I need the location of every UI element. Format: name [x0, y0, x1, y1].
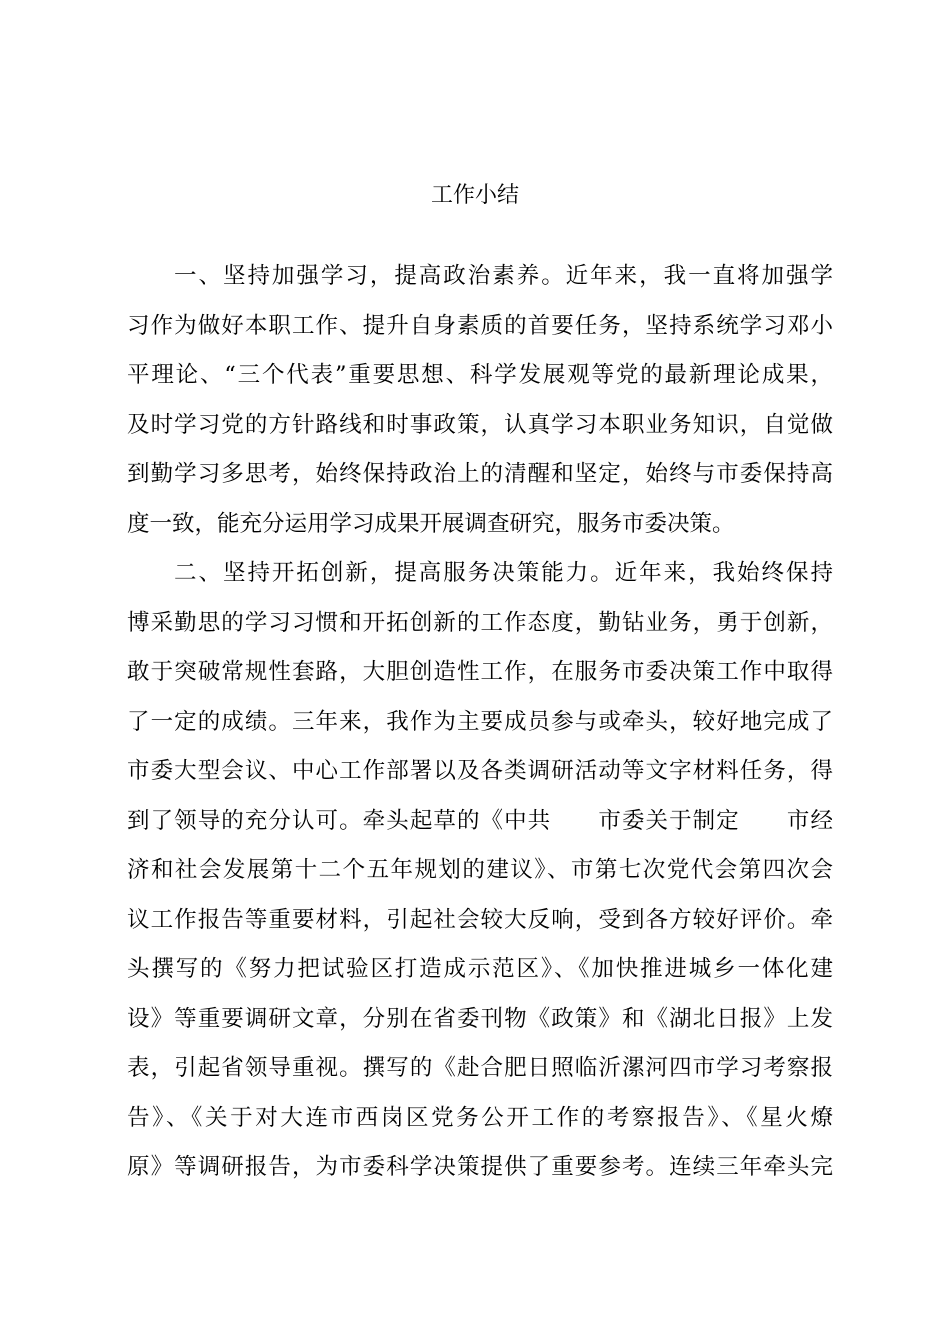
paragraph-2-line-5: 市委大型会议、中心工作部署以及各类调研活动等文字材料任务，得	[127, 758, 833, 784]
paragraph-2-line-12: 告》、《关于对大连市西岗区党务公开工作的考察报告》、《星火燎	[127, 1104, 833, 1131]
paragraph-2-line-8: 议工作报告等重要材料，引起社会较大反响，受到各方较好评价。牵	[127, 906, 833, 933]
paragraph-1-line-3: 平理论、“三个代表”重要思想、科学发展观等党的最新理论成果，	[127, 362, 833, 388]
paragraph-2-line-4: 了一定的成绩。三年来，我作为主要成员参与或牵头，较好地完成了	[127, 708, 833, 735]
paragraph-2-line-9: 头撰写的《努力把试验区打造成示范区》、《加快推进城乡一体化建	[127, 956, 833, 982]
paragraph-2-line-7: 济和社会发展第十二个五年规划的建议》、市第七次党代会第四次会	[127, 857, 833, 883]
paragraph-1-line-2: 习作为做好本职工作、提升自身素质的首要任务，坚持系统学习邓小	[127, 312, 833, 339]
paragraph-2-line-10: 设》等重要调研文章，分别在省委刊物《政策》和《湖北日报》上发	[127, 1005, 833, 1032]
paragraph-2-line-11: 表，引起省领导重视。撰写的《赴合肥日照临沂漯河四市学习考察报	[127, 1055, 833, 1081]
paragraph-1-line-1: 一、坚持加强学习，提高政治素养。近年来，我一直将加强学	[174, 263, 833, 289]
paragraph-1-line-6: 度一致，能充分运用学习成果开展调查研究，服务市委决策。	[127, 510, 735, 537]
paragraph-2-line-3: 敢于突破常规性套路，大胆创造性工作，在服务市委决策工作中取得	[127, 659, 833, 685]
document-body	[127, 252, 833, 1193]
document-title: 工作小结	[430, 183, 519, 208]
paragraph-2-line-6: 到了领导的充分认可。牵头起草的《中共 市委关于制定 市经	[127, 807, 833, 834]
paragraph-1-line-5: 到勤学习多思考，始终保持政治上的清醒和坚定，始终与市委保持高	[127, 461, 833, 487]
paragraph-2-line-1: 二、坚持开拓创新，提高服务决策能力。近年来，我始终保持	[174, 560, 833, 586]
paragraph-2-line-13: 原》等调研报告，为市委科学决策提供了重要参考。连续三年牵头完	[127, 1154, 833, 1180]
paragraph-2-line-2: 博采勤思的学习习惯和开拓创新的工作态度，勤钻业务，勇于创新，	[127, 609, 833, 636]
paragraph-1-line-4: 及时学习党的方针路线和时事政策，认真学习本职业务知识，自觉做	[127, 411, 833, 438]
